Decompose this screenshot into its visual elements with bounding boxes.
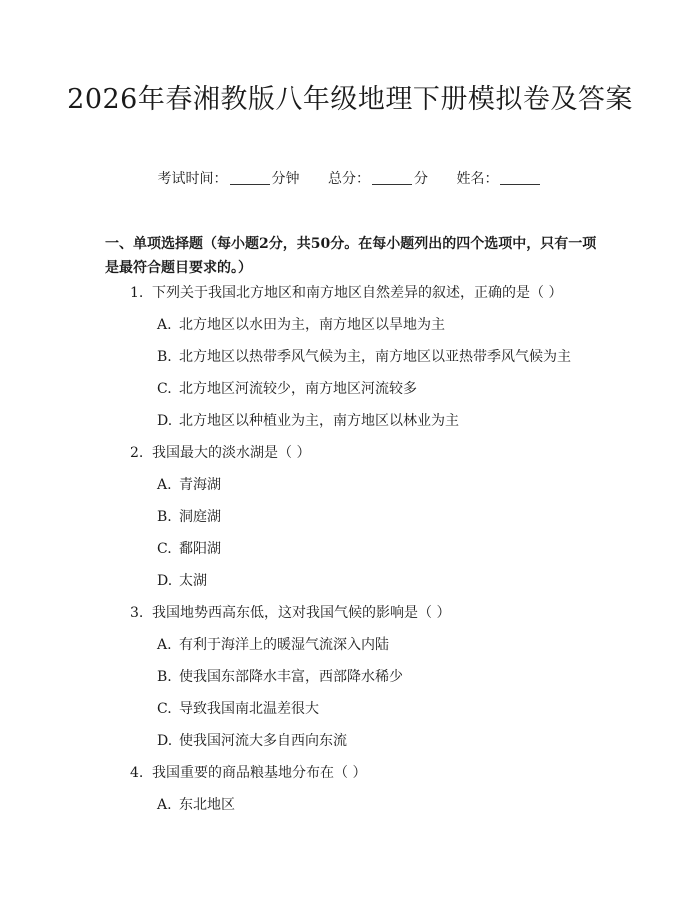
option-text: 使我国东部降水丰富，西部降水稀少 <box>179 669 403 685</box>
option-text: 鄱阳湖 <box>179 541 221 557</box>
option-letter: C. <box>157 381 172 397</box>
question-3-option-d <box>157 730 347 750</box>
question-2-option-a <box>157 474 221 494</box>
question-4-option-a <box>157 794 235 814</box>
option-letter: A. <box>157 637 172 653</box>
question-text: 我国最大的淡水湖是（ ） <box>152 445 311 461</box>
option-text: 太湖 <box>179 573 207 589</box>
section-heading: 一、单项选择题（每小题2分，共50分。在每小题列出的四个选项中，只有一项是最符合题目要求的。） <box>105 236 597 276</box>
question-text: 我国地势西高东低，这对我国气候的影响是（ ） <box>152 605 451 621</box>
option-text: 有利于海洋上的暖湿气流深入内陆 <box>179 637 389 653</box>
option-letter: D. <box>157 413 173 429</box>
option-text: 洞庭湖 <box>179 509 221 525</box>
name-label: 姓名： <box>456 171 499 187</box>
question-number: 1. <box>130 285 144 301</box>
option-text: 北方地区河流较少，南方地区河流较多 <box>179 381 417 397</box>
total-score-field <box>328 171 432 187</box>
question-1-option-b <box>157 346 571 366</box>
option-text: 北方地区以种植业为主，南方地区以林业为主 <box>179 413 459 429</box>
option-letter: A. <box>157 797 172 813</box>
question-text: 我国重要的商品粮基地分布在（ ） <box>152 765 367 781</box>
question-2-option-b <box>157 506 221 526</box>
question-number: 2. <box>130 445 144 461</box>
question-4 <box>130 762 366 782</box>
option-letter: B. <box>157 349 172 365</box>
option-text: 导致我国南北温差很大 <box>179 701 319 717</box>
option-text: 东北地区 <box>179 797 235 813</box>
exam-time-label: 考试时间： <box>157 171 228 187</box>
option-letter: D. <box>157 733 173 749</box>
question-1-option-a <box>157 314 445 334</box>
question-1-option-c <box>157 378 417 398</box>
question-3-option-c <box>157 698 319 718</box>
option-letter: C. <box>157 541 172 557</box>
option-text: 北方地区以水田为主，南方地区以旱地为主 <box>179 317 445 333</box>
option-text: 使我国河流大多自西向东流 <box>179 733 347 749</box>
question-1 <box>130 282 562 302</box>
question-2 <box>130 442 310 462</box>
page-title: 2026年春湘教版八年级地理下册模拟卷及答案 <box>67 84 633 115</box>
total-score-blank[interactable] <box>372 170 412 185</box>
name-field <box>456 171 542 187</box>
exam-info-line <box>0 168 700 188</box>
option-letter: B. <box>157 669 172 685</box>
exam-time-field <box>158 171 304 187</box>
exam-time-blank[interactable] <box>230 170 270 185</box>
option-letter: A. <box>157 317 172 333</box>
question-3-option-a <box>157 634 389 654</box>
total-score-unit: 分 <box>414 171 428 187</box>
question-3 <box>130 602 450 622</box>
option-text: 北方地区以热带季风气候为主，南方地区以亚热带季风气候为主 <box>179 349 571 365</box>
question-number: 3. <box>130 605 144 621</box>
option-letter: D. <box>157 573 173 589</box>
option-letter: A. <box>157 477 172 493</box>
option-letter: B. <box>157 509 172 525</box>
exam-time-unit: 分钟 <box>271 171 300 187</box>
option-text: 青海湖 <box>179 477 221 493</box>
name-blank[interactable] <box>500 170 540 185</box>
question-text: 下列关于我国北方地区和南方地区自然差异的叙述，正确的是（ ） <box>152 285 563 301</box>
total-score-label: 总分： <box>328 171 370 187</box>
question-3-option-b <box>157 666 403 686</box>
question-1-option-d <box>157 410 459 430</box>
question-2-option-c <box>157 538 221 558</box>
question-2-option-d <box>157 570 207 590</box>
question-number: 4. <box>130 765 144 781</box>
option-letter: C. <box>157 701 172 717</box>
